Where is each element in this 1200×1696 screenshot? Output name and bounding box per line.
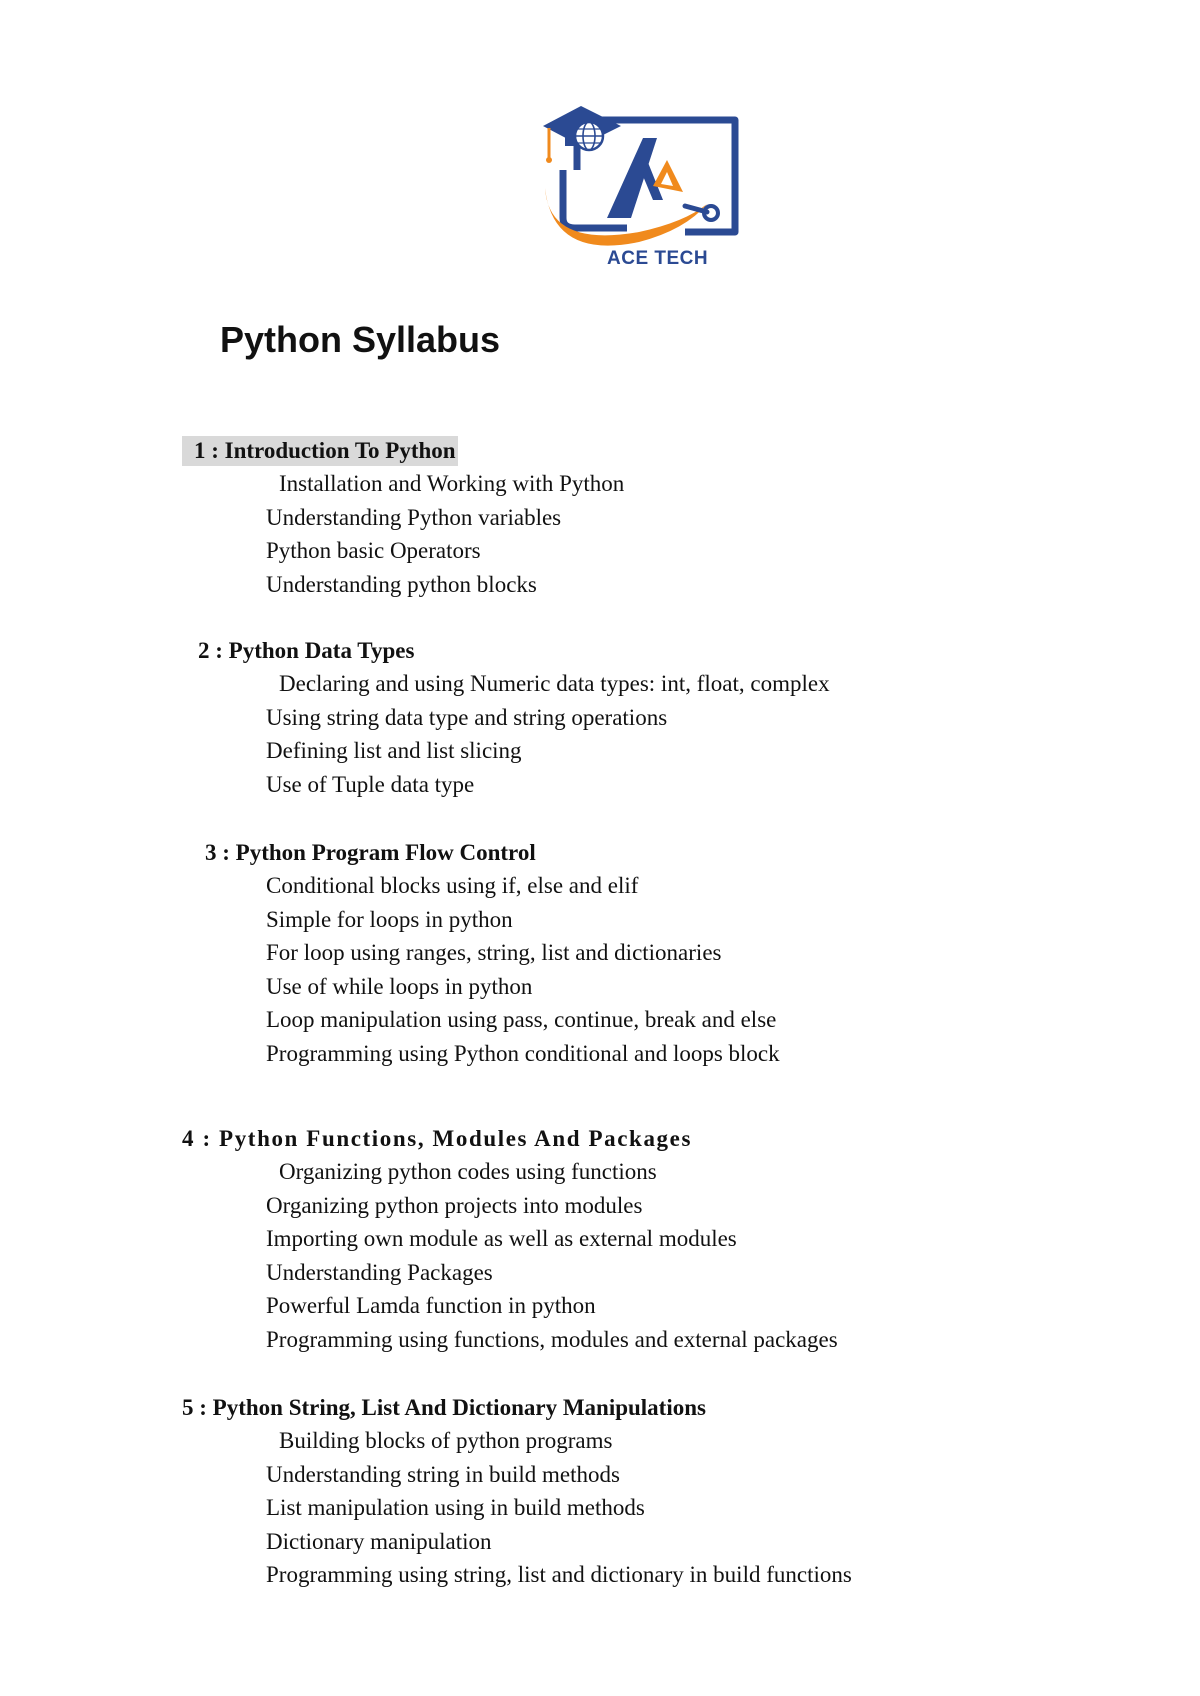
list-item: Building blocks of python programs: [279, 1428, 613, 1453]
ace-tech-logo: [535, 100, 747, 272]
list-item: Importing own module as well as external modules: [266, 1226, 737, 1252]
list-item: Use of while loops in python: [266, 973, 533, 999]
page-title: Python Syllabus: [220, 319, 501, 360]
list-item: Programming using Python conditional and loops block: [266, 1040, 780, 1066]
list-item: Conditional blocks using if, else and elif: [266, 873, 639, 898]
list-item: Defining list and list slicing: [266, 738, 522, 764]
list-item: Organizing python projects into modules: [266, 1192, 643, 1218]
list-item: Simple for loops in python: [266, 906, 513, 932]
list-item: Programming using functions, modules and external packages: [266, 1326, 838, 1352]
topic-list: [266, 667, 830, 801]
topic-list: [266, 869, 780, 1071]
list-item: Using string data type and string operations: [266, 704, 668, 730]
section-heading: 2 : Python Data Types: [198, 638, 415, 663]
list-item: Installation and Working with Python: [279, 471, 625, 496]
list-item: Organizing python codes using functions: [279, 1159, 657, 1184]
section-heading: 3 : Python Program Flow Control: [205, 840, 536, 865]
list-item: Dictionary manipulation: [266, 1528, 492, 1554]
section-heading: 5 : Python String, List And Dictionary Manipulations: [182, 1395, 706, 1420]
list-item: Use of Tuple data type: [266, 771, 475, 797]
list-item: Loop manipulation using pass, continue, break and else: [266, 1007, 777, 1033]
list-item: Declaring and using Numeric data types: int, float, complex: [279, 671, 830, 696]
topic-list: [266, 1155, 838, 1357]
section-heading: 1 : Introduction To Python: [182, 436, 458, 466]
list-item: Programming using string, list and dictionary in build functions: [266, 1562, 852, 1588]
list-item: Python basic Operators: [266, 538, 481, 564]
ace-tech-logo-graphic: [535, 100, 747, 272]
list-item: Understanding Python variables: [266, 504, 562, 530]
topic-list: [266, 1424, 852, 1592]
section-heading: 4 : Python Functions, Modules And Packages: [182, 1126, 693, 1151]
list-item: Understanding Packages: [266, 1259, 493, 1285]
list-item: Understanding string in build methods: [266, 1461, 620, 1487]
logo-text: ACE TECH: [607, 248, 709, 269]
list-item: For loop using ranges, string, list and dictionaries: [266, 940, 722, 966]
list-item: Powerful Lamda function in python: [266, 1293, 596, 1319]
list-item: Understanding python blocks: [266, 571, 537, 597]
list-item: List manipulation using in build methods: [266, 1495, 645, 1521]
topic-list: [266, 467, 624, 601]
